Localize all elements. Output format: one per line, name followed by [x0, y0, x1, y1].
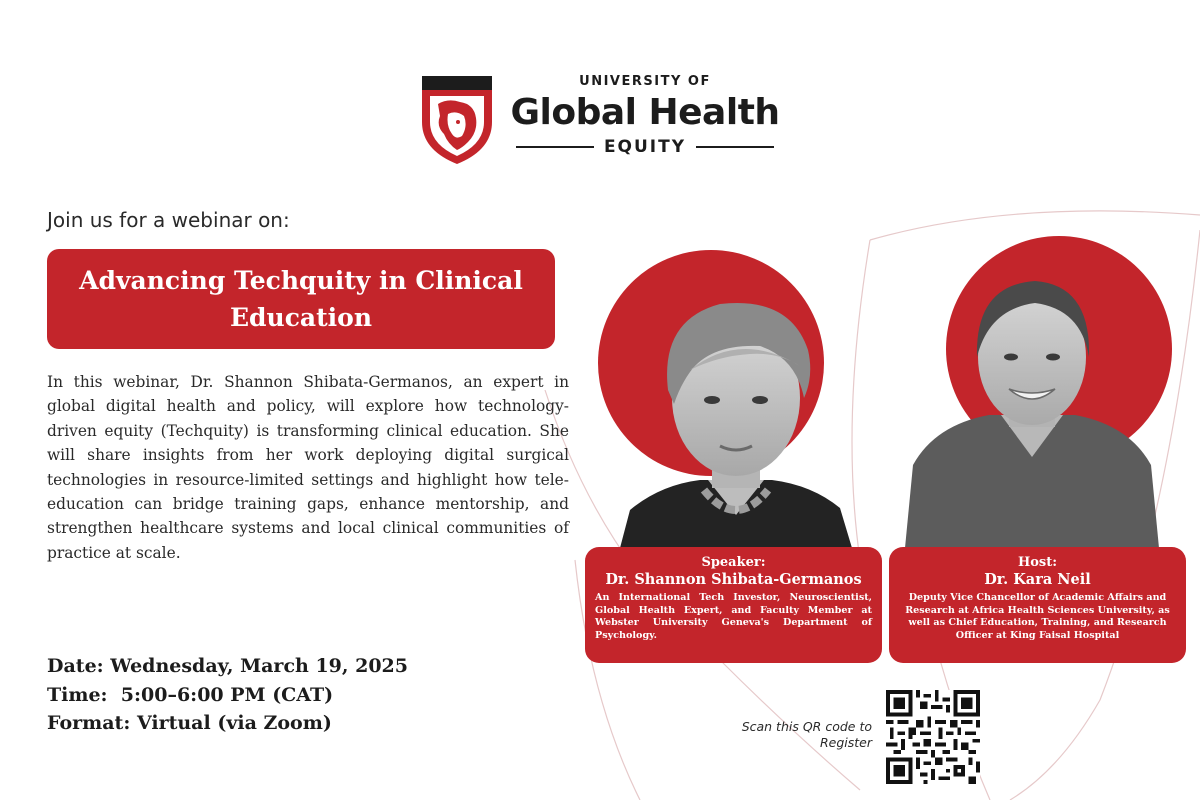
host-name: Dr. Kara Neil	[984, 571, 1091, 588]
qr-code-icon[interactable]	[886, 690, 980, 784]
event-format: Format: Virtual (via Zoom)	[47, 712, 332, 734]
intro-text: Join us for a webinar on:	[47, 208, 290, 232]
lion-shield-icon	[418, 70, 496, 166]
speaker-bio: An International Tech Investor, Neuroscientist, Global Health Expert, and Faculty Member at Webster University Geneva's Department of Psychology.	[595, 592, 872, 641]
logo-equity: EQUITY	[603, 137, 687, 157]
speaker-card	[585, 547, 882, 663]
title-banner	[47, 249, 555, 349]
speaker-name: Dr. Shannon Shibata-Germanos	[605, 571, 862, 588]
speaker-photo	[600, 280, 872, 548]
host-role: Host:	[1017, 555, 1058, 570]
host-photo	[905, 265, 1159, 548]
university-logo	[418, 70, 788, 170]
qr-caption: Scan this QR code to Register	[741, 719, 872, 750]
event-date: Date: Wednesday, March 19, 2025	[47, 655, 408, 677]
logo-rule-right	[696, 146, 774, 148]
event-time: Time: 5:00–6:00 PM (CAT)	[47, 683, 334, 706]
logo-global-health: Global Health	[510, 92, 780, 133]
host-bio: Deputy Vice Chancellor of Academic Affairs and Research at Africa Health Sciences University, as well as Chief Education, Training, and Research Officer at King Faisal Hospital	[905, 592, 1170, 641]
webinar-title: Advancing Techquity in Clinical Education	[79, 266, 523, 332]
logo-rule-left	[516, 146, 594, 148]
speaker-role: Speaker:	[701, 555, 766, 570]
webinar-description: In this webinar, Dr. Shannon Shibata-Germanos, an expert in global digital health and policy, will explore how technology-driven equity (Techquity) is transforming clinical education. She will share insights from her work deploying digital surgical technologies in resource-limited settings and highlight how tele-education can bridge training gaps, enhance mentorship, and strengthen healthcare systems and local clinical communities of practice at scale.	[47, 373, 569, 562]
event-details	[47, 652, 408, 738]
logo-university-of: UNIVERSITY OF	[579, 74, 711, 89]
host-card	[889, 547, 1186, 663]
